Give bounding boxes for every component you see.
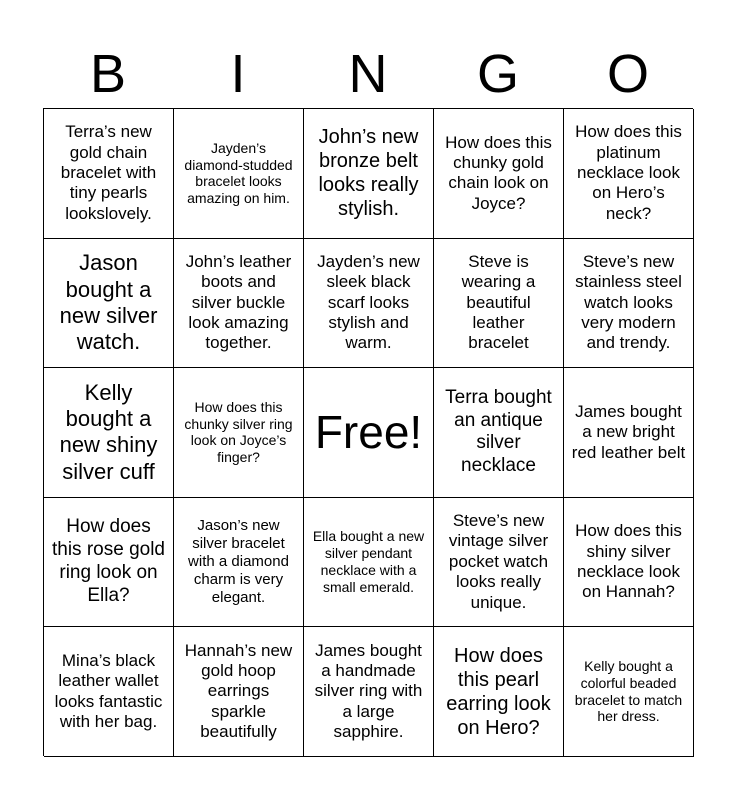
bingo-cell[interactable]: How does this pearl earring look on Hero? (434, 627, 564, 757)
header-letter-i: I (230, 44, 246, 104)
bingo-cell[interactable]: John’s new bronze belt looks really stylish. (304, 109, 434, 239)
bingo-cell[interactable]: Kelly bought a colorful beaded bracelet to match her dress. (564, 627, 694, 757)
bingo-cell[interactable]: How does this platinum necklace look on Hero’s neck? (564, 109, 694, 239)
bingo-cell[interactable]: James bought a handmade silver ring with a large sapphire. (304, 627, 434, 757)
header-letter-b: B (89, 44, 127, 104)
bingo-cell[interactable]: Kelly bought a new shiny silver cuff (44, 368, 174, 498)
bingo-cell[interactable]: Steve’s new stainless steel watch looks very modern and trendy. (564, 239, 694, 369)
bingo-cell[interactable]: How does this shiny silver necklace look on Hannah? (564, 498, 694, 628)
bingo-cell[interactable]: Jason’s new silver bracelet with a diamond charm is very elegant. (174, 498, 304, 628)
bingo-cell[interactable]: Terra’s new gold chain bracelet with tiny pearls lookslovely. (44, 109, 174, 239)
bingo-cell[interactable]: Hannah’s new gold hoop earrings sparkle beautifully (174, 627, 304, 757)
bingo-board (43, 108, 693, 756)
bingo-cell[interactable]: Jayden’s diamond-studded bracelet looks amazing on him. (174, 109, 304, 239)
header-letter-g: G (476, 44, 519, 104)
bingo-cell[interactable]: James bought a new bright red leather belt (564, 368, 694, 498)
bingo-cell[interactable]: Terra bought an antique silver necklace (434, 368, 564, 498)
bingo-cell[interactable]: Jayden’s new sleek black scarf looks stylish and warm. (304, 239, 434, 369)
bingo-cell[interactable]: Steve’s new vintage silver pocket watch looks really unique. (434, 498, 564, 628)
bingo-header (43, 40, 693, 108)
header-letter-o: O (606, 44, 649, 104)
bingo-cell[interactable]: Mina’s black leather wallet looks fantastic with her bag. (44, 627, 174, 757)
header-letter-n: N (348, 44, 388, 104)
bingo-cell[interactable]: How does this chunky silver ring look on Joyce’s finger? (174, 368, 304, 498)
bingo-cell[interactable]: Steve is wearing a beautiful leather bracelet (434, 239, 564, 369)
bingo-cell[interactable]: Jason bought a new silver watch. (44, 239, 174, 369)
bingo-cell[interactable]: How does this rose gold ring look on Ella? (44, 498, 174, 628)
bingo-cell[interactable]: How does this chunky gold chain look on Joyce? (434, 109, 564, 239)
bingo-cell[interactable]: John’s leather boots and silver buckle look amazing together. (174, 239, 304, 369)
bingo-cell[interactable]: Ella bought a new silver pendant necklace with a small emerald. (304, 498, 434, 628)
free-space[interactable]: Free! (304, 368, 434, 498)
